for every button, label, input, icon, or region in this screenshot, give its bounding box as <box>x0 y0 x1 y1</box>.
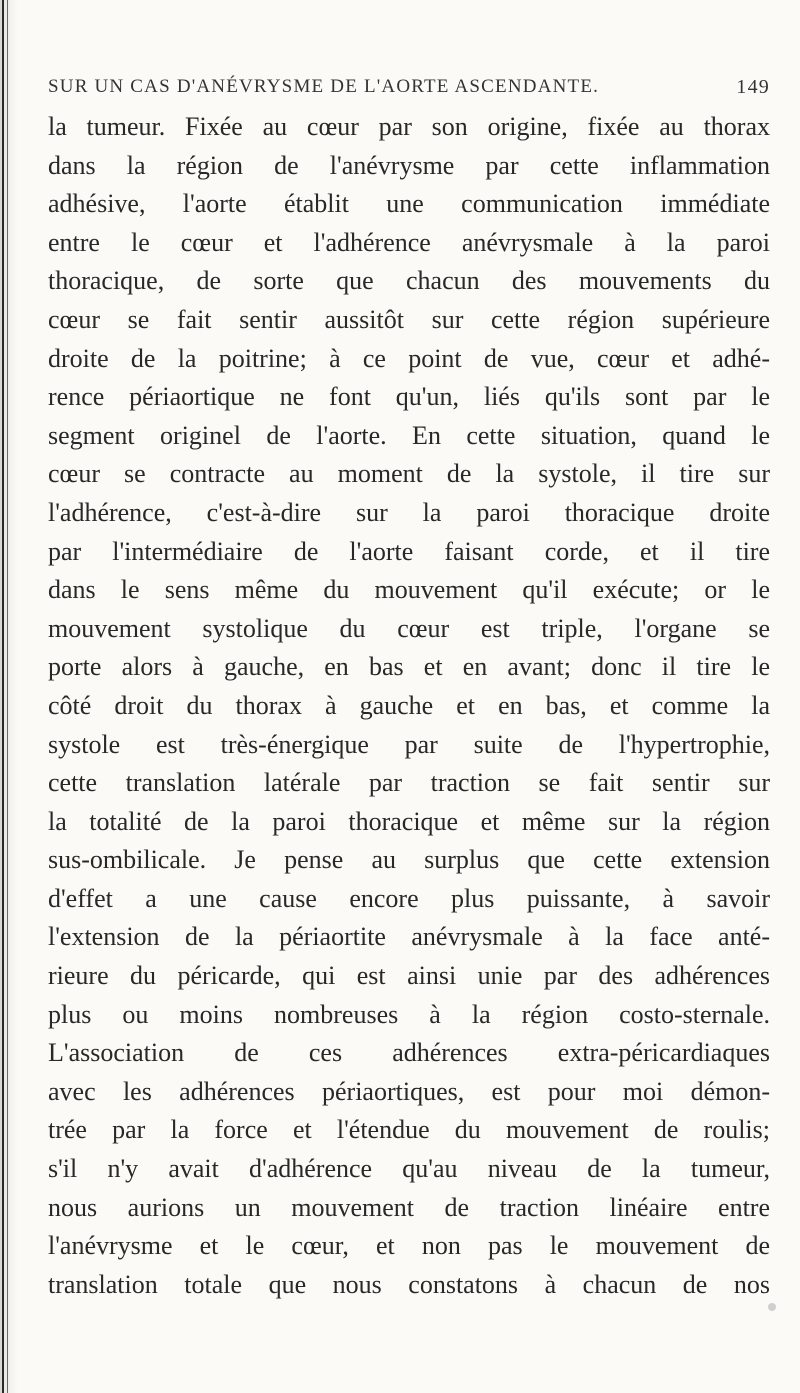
text-line: la tumeur. Fixée au cœur par son origine, fixée au thorax <box>48 112 770 141</box>
text-line: entre le cœur et l'adhérence anévrysmale à la paroi <box>48 227 770 257</box>
text-line: L'association de ces adhérences extra-péricardiaques <box>48 1038 770 1068</box>
paper-speck <box>768 1303 776 1311</box>
page-gutter <box>0 0 18 1393</box>
text-line: cœur se fait sentir aussitôt sur cette région supérieure <box>48 304 770 334</box>
text-line: s'il n'y avait d'adhérence qu'au niveau de la tumeur, <box>48 1154 770 1184</box>
running-head-title: SUR UN CAS D'ANÉVRYSME DE L'AORTE ASCENDANTE. <box>48 76 600 97</box>
text-line: dans la région de l'anévrysme par cette inflammation <box>48 150 770 180</box>
text-line: rieure du péricarde, qui est ainsi unie par des adhérences <box>48 961 770 991</box>
text-line: côté droit du thorax à gauche et en bas, et comme la <box>48 690 770 720</box>
binding-edge-shadow <box>7 0 8 1393</box>
text-line: porte alors à gauche, en bas et en avant; donc il tire le <box>48 652 770 682</box>
text-line: systole est très-énergique par suite de l'hypertrophie, <box>48 729 770 759</box>
text-line: droite de la poitrine; à ce point de vue, cœur et adhé- <box>48 343 770 373</box>
text-line: d'effet a une cause encore plus puissante, à savoir <box>48 883 770 913</box>
text-line: rence périaortique ne font qu'un, liés qu'ils sont par le <box>48 382 770 412</box>
text-line: dans le sens même du mouvement qu'il exécute; or le <box>48 575 770 605</box>
text-line: la totalité de la paroi thoracique et même sur la région <box>48 806 770 836</box>
binding-edge-line <box>2 0 4 1393</box>
text-line: translation totale que nous constatons à chacun de nos <box>48 1269 770 1299</box>
book-page <box>48 70 770 1304</box>
text-line: sus-ombilicale. Je pense au surplus que cette extension <box>48 845 770 875</box>
running-head <box>48 70 770 104</box>
text-line: adhésive, l'aorte établit une communication immédiate <box>48 189 770 219</box>
text-line: cette translation latérale par traction se fait sentir sur <box>48 768 770 798</box>
text-line: nous aurions un mouvement de traction linéaire entre <box>48 1192 770 1222</box>
text-line: l'anévrysme et le cœur, et non pas le mouvement de <box>48 1231 770 1261</box>
text-line: avec les adhérences périaortiques, est pour moi démon- <box>48 1076 770 1106</box>
text-line: segment originel de l'aorte. En cette situation, quand le <box>48 420 770 450</box>
text-line: mouvement systolique du cœur est triple, l'organe se <box>48 613 770 643</box>
body-text <box>48 108 770 1304</box>
text-line: l'adhérence, c'est-à-dire sur la paroi thoracique droite <box>48 497 770 527</box>
page-number: 149 <box>736 76 770 98</box>
text-line: cœur se contracte au moment de la systole, il tire sur <box>48 459 770 489</box>
text-line: plus ou moins nombreuses à la région costo-sternale. <box>48 999 770 1029</box>
text-line: par l'intermédiaire de l'aorte faisant corde, et il tire <box>48 536 770 566</box>
text-line: trée par la force et l'étendue du mouvement de roulis; <box>48 1115 770 1145</box>
text-line: thoracique, de sorte que chacun des mouvements du <box>48 266 770 296</box>
text-line: l'extension de la périaortite anévrysmale à la face anté- <box>48 922 770 952</box>
